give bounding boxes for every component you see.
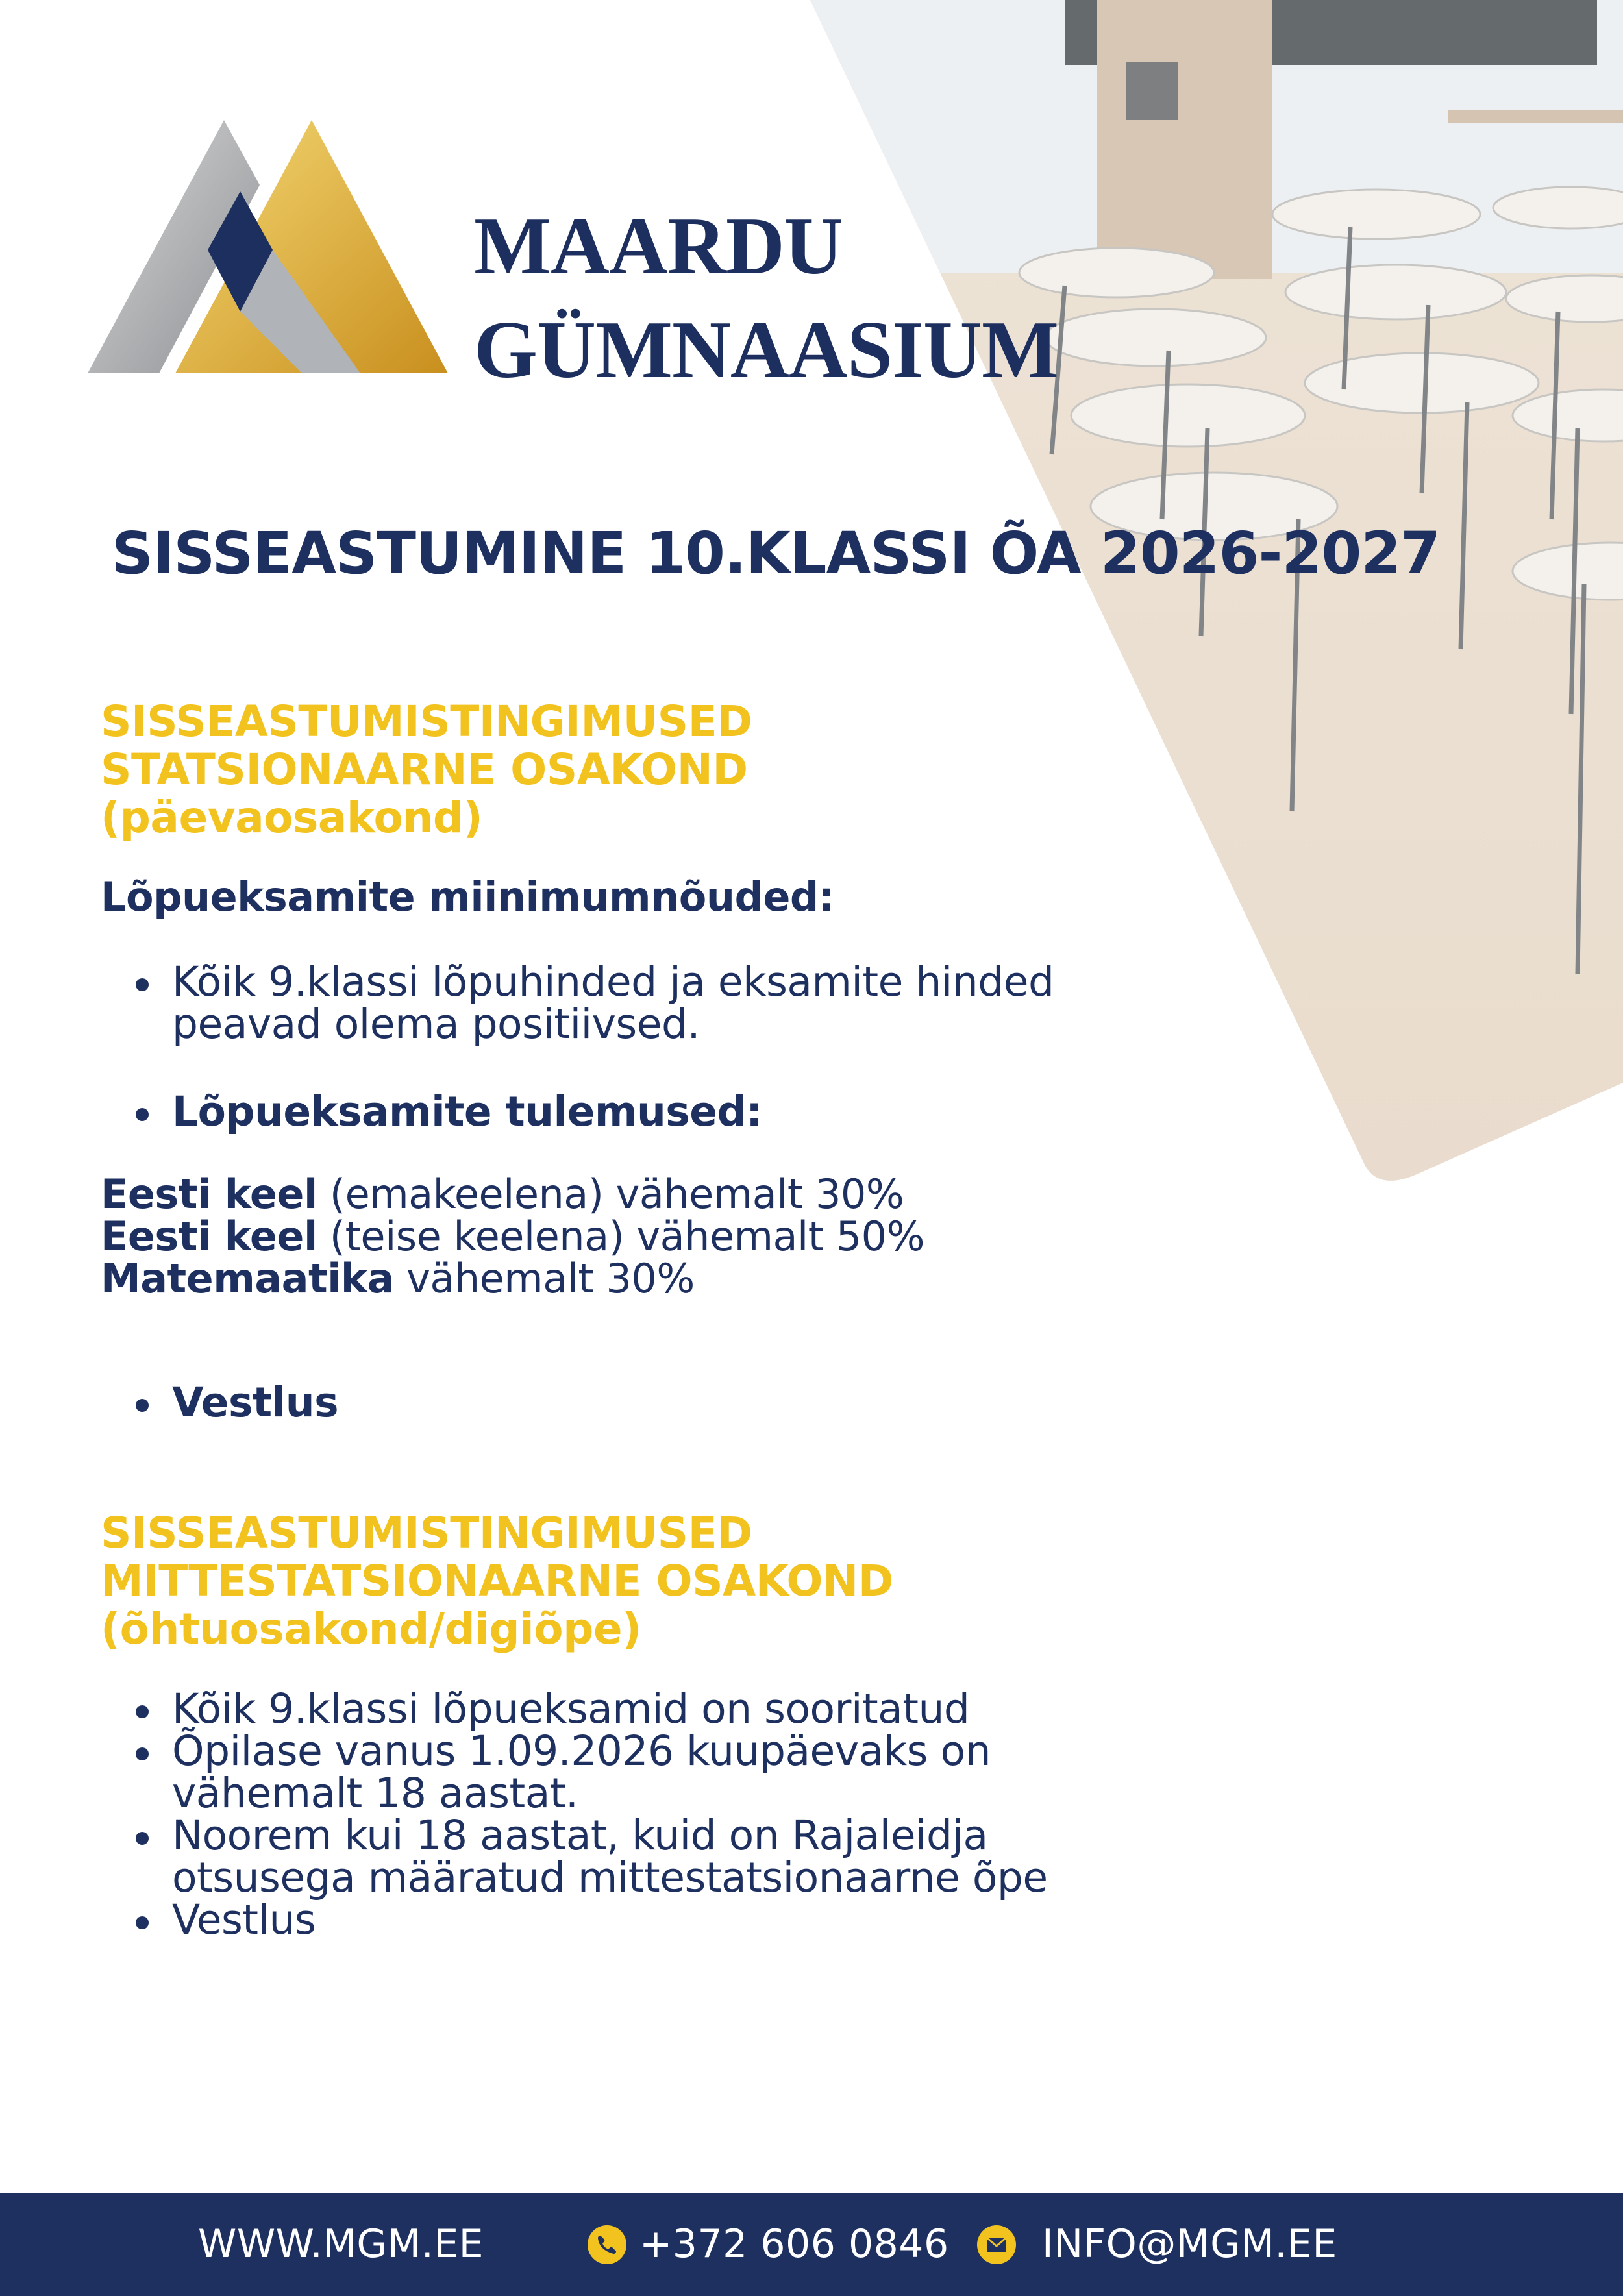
section1-heading-line: STATSIONAARNE OSAKOND — [101, 745, 748, 795]
school-name-line1: MAARDU — [474, 201, 843, 291]
section2-list — [101, 1685, 1048, 1944]
section1-heading — [101, 698, 752, 842]
section2-heading-line: SISSEASTUMISTINGIMUSED — [101, 1508, 752, 1558]
list-item-line: peavad olema positiivsed. — [172, 1000, 700, 1048]
email-link[interactable]: INFO@MGM.EE — [1042, 2221, 1337, 2267]
section1-heading-line: (päevaosakond) — [101, 793, 483, 843]
list-item — [101, 1727, 1048, 1817]
list-item-line: vähemalt 18 aastat. — [172, 1770, 578, 1817]
school-name — [474, 195, 1058, 402]
list-item — [101, 958, 1054, 1048]
list-item — [101, 1814, 1048, 1899]
page-title: SISSEASTUMINE 10.KLASSI ÕA 2026-2027 — [112, 519, 1441, 587]
section1-list-c — [101, 1381, 338, 1424]
section1-list-a — [101, 958, 1054, 1048]
list-item — [101, 1685, 1048, 1733]
list-item-line: Vestlus — [172, 1896, 316, 1944]
result-row — [101, 1257, 924, 1300]
mail-icon — [977, 2225, 1016, 2264]
website-link[interactable]: WWW.MGM.EE — [198, 2221, 484, 2267]
school-logo — [88, 120, 451, 376]
footer-bar — [0, 2193, 1623, 2296]
list-item-line: Õpilase vanus 1.09.2026 kuupäevaks on — [172, 1727, 991, 1775]
exam-results — [101, 1170, 925, 1302]
section1-subheading: Lõpueksamite miinimumnõuded: — [101, 873, 835, 920]
list-item — [101, 1896, 1048, 1944]
list-item-line: otsusega määratud mittestatsionaarne õpe — [172, 1854, 1048, 1901]
result-detail: vähemalt 30% — [406, 1255, 695, 1302]
phone-icon — [588, 2225, 626, 2264]
section2-heading-line: MITTESTATSIONAARNE OSAKOND — [101, 1556, 894, 1606]
list-item: Vestlus — [101, 1381, 338, 1424]
result-row — [101, 1170, 924, 1218]
list-item-line: Noorem kui 18 aastat, kuid on Rajaleidja — [172, 1812, 988, 1859]
result-subject: Eesti keel — [101, 1213, 317, 1260]
section1-heading-line: SISSEASTUMISTINGIMUSED — [101, 697, 752, 747]
result-detail: (emakeelena) vähemalt 30% — [329, 1170, 904, 1218]
result-row — [101, 1213, 925, 1260]
section1-list-b — [101, 1088, 762, 1135]
result-subject: Matemaatika — [101, 1255, 394, 1302]
list-item-line: Kõik 9.klassi lõpuhinded ja eksamite hinded — [172, 958, 1054, 1006]
section2-heading-line: (õhtuosakond/digiõpe) — [101, 1604, 641, 1654]
list-item-line: Kõik 9.klassi lõpueksamid on sooritatud — [172, 1685, 970, 1733]
school-name-line2: GÜMNAASIUM — [474, 305, 1058, 395]
result-detail: (teise keelena) vähemalt 50% — [329, 1213, 925, 1260]
phone-number[interactable]: +372 606 0846 — [639, 2221, 949, 2267]
section2-heading — [101, 1509, 893, 1653]
list-item: Lõpueksamite tulemused: — [101, 1091, 762, 1133]
result-subject: Eesti keel — [101, 1170, 317, 1218]
